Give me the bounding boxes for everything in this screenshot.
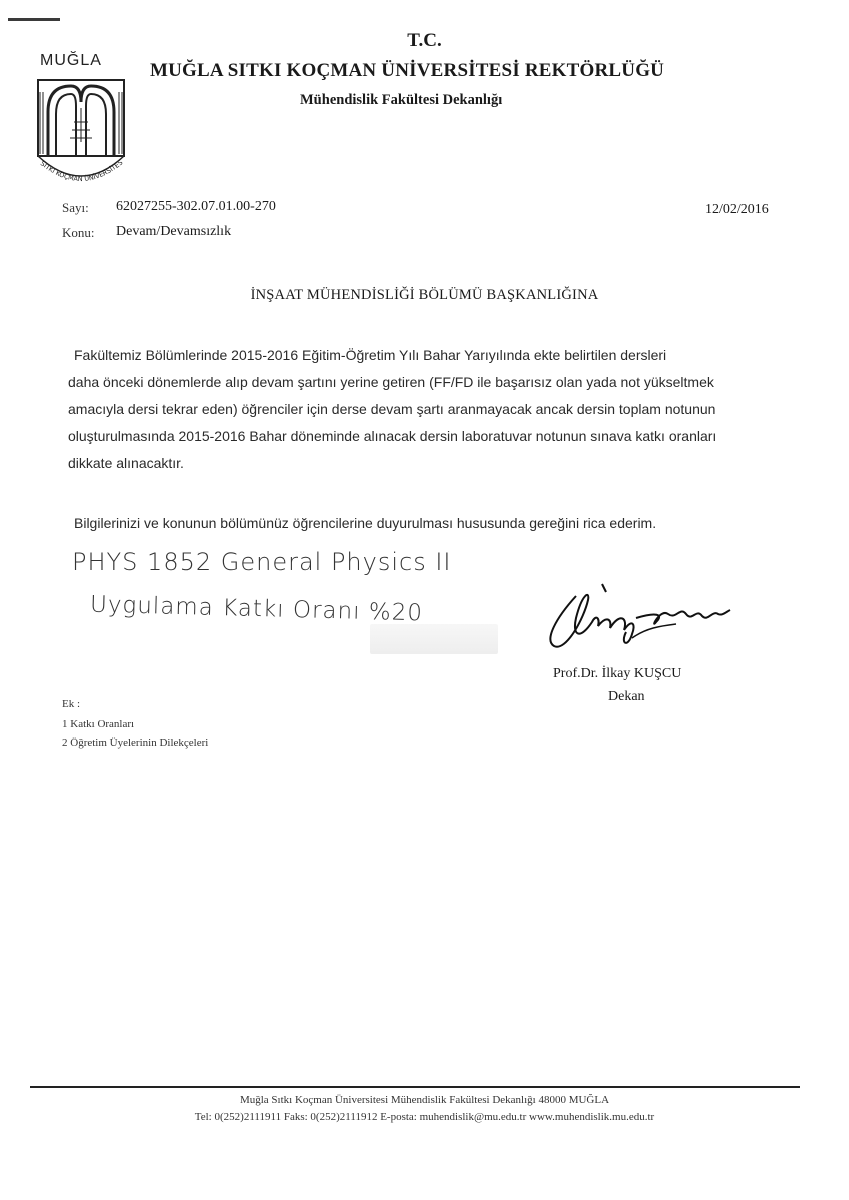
footer-address: Muğla Sıtkı Koçman Üniversitesi Mühendislik Fakültesi Dekanlığı 48000 MUĞLA xyxy=(239,1094,610,1106)
attachment-item: 2 Öğretim Üyelerinin Dilekçeleri xyxy=(62,737,209,749)
body-line: Fakültemiz Bölümlerinde 2015-2016 Eğitim-Öğretim Yılı Bahar Yarıyılında ekte belirtilen dersleri xyxy=(74,347,667,363)
konu-value: Devam/Devamsızlık xyxy=(116,224,232,239)
body-line: oluşturulmasında 2015-2016 Bahar döneminde alınacak dersin laboratuvar notunun sınava katkı oranları xyxy=(68,428,717,444)
signatory-name: Prof.Dr. İlkay KUŞCU xyxy=(553,666,682,681)
attachment-item: 1 Katkı Oranları xyxy=(62,718,135,730)
header-tc: T.C. xyxy=(407,30,442,51)
sayi-label: Sayı: xyxy=(62,200,89,215)
body-line: amacıyla dersi tekrar eden) öğrenciler için derse devam şartı aranmayacak ancak dersin toplam notunun xyxy=(68,401,716,417)
footer-divider xyxy=(30,1086,800,1088)
logo-word: MUĞLA xyxy=(40,52,102,69)
signatory-title: Dekan xyxy=(608,689,645,704)
signature-image xyxy=(536,578,736,660)
scan-mark xyxy=(8,18,60,21)
footer-contact: Tel: 0(252)2111911 Faks: 0(252)2111912 E-posta: muhendislik@mu.edu.tr www.muhendislik.mu.edu.tr xyxy=(194,1111,655,1123)
handwritten-ratio: Uygulama Katkı Oranı %20 xyxy=(89,591,424,627)
sayi-value: 62027255-302.07.01.00-270 xyxy=(116,199,276,214)
handwritten-course: PHYS 1852 General Physics II xyxy=(72,548,452,576)
addressee: İNŞAAT MÜHENDİSLİĞİ BÖLÜMÜ BAŞKANLIĞINA xyxy=(250,287,599,303)
attachments-label: Ek : xyxy=(62,698,81,710)
body-line: daha önceki dönemlerde alıp devam şartını yerine getiren (FF/FD ile başarısız olan yada not yükseltmek xyxy=(68,374,714,390)
faculty-name: Mühendislik Fakültesi Dekanlığı xyxy=(300,92,503,108)
body-paragraph-2: Bilgilerinizi ve konunun bölümünüz öğrencilerine duyurulması hususunda gereğini rica ederim. xyxy=(74,515,657,531)
document-date: 12/02/2016 xyxy=(705,202,769,217)
body-paragraph-1 xyxy=(68,342,780,477)
tape-mark xyxy=(370,624,498,654)
body-line: dikkate alınacaktır. xyxy=(68,455,184,471)
university-name: MUĞLA SITKI KOÇMAN ÜNİVERSİTESİ REKTÖRLÜĞÜ xyxy=(150,60,665,81)
konu-label: Konu: xyxy=(62,225,95,240)
logo-arc-text: SITKI KOÇMAN ÜNİVERSİTES xyxy=(38,158,125,184)
university-logo xyxy=(26,72,136,192)
